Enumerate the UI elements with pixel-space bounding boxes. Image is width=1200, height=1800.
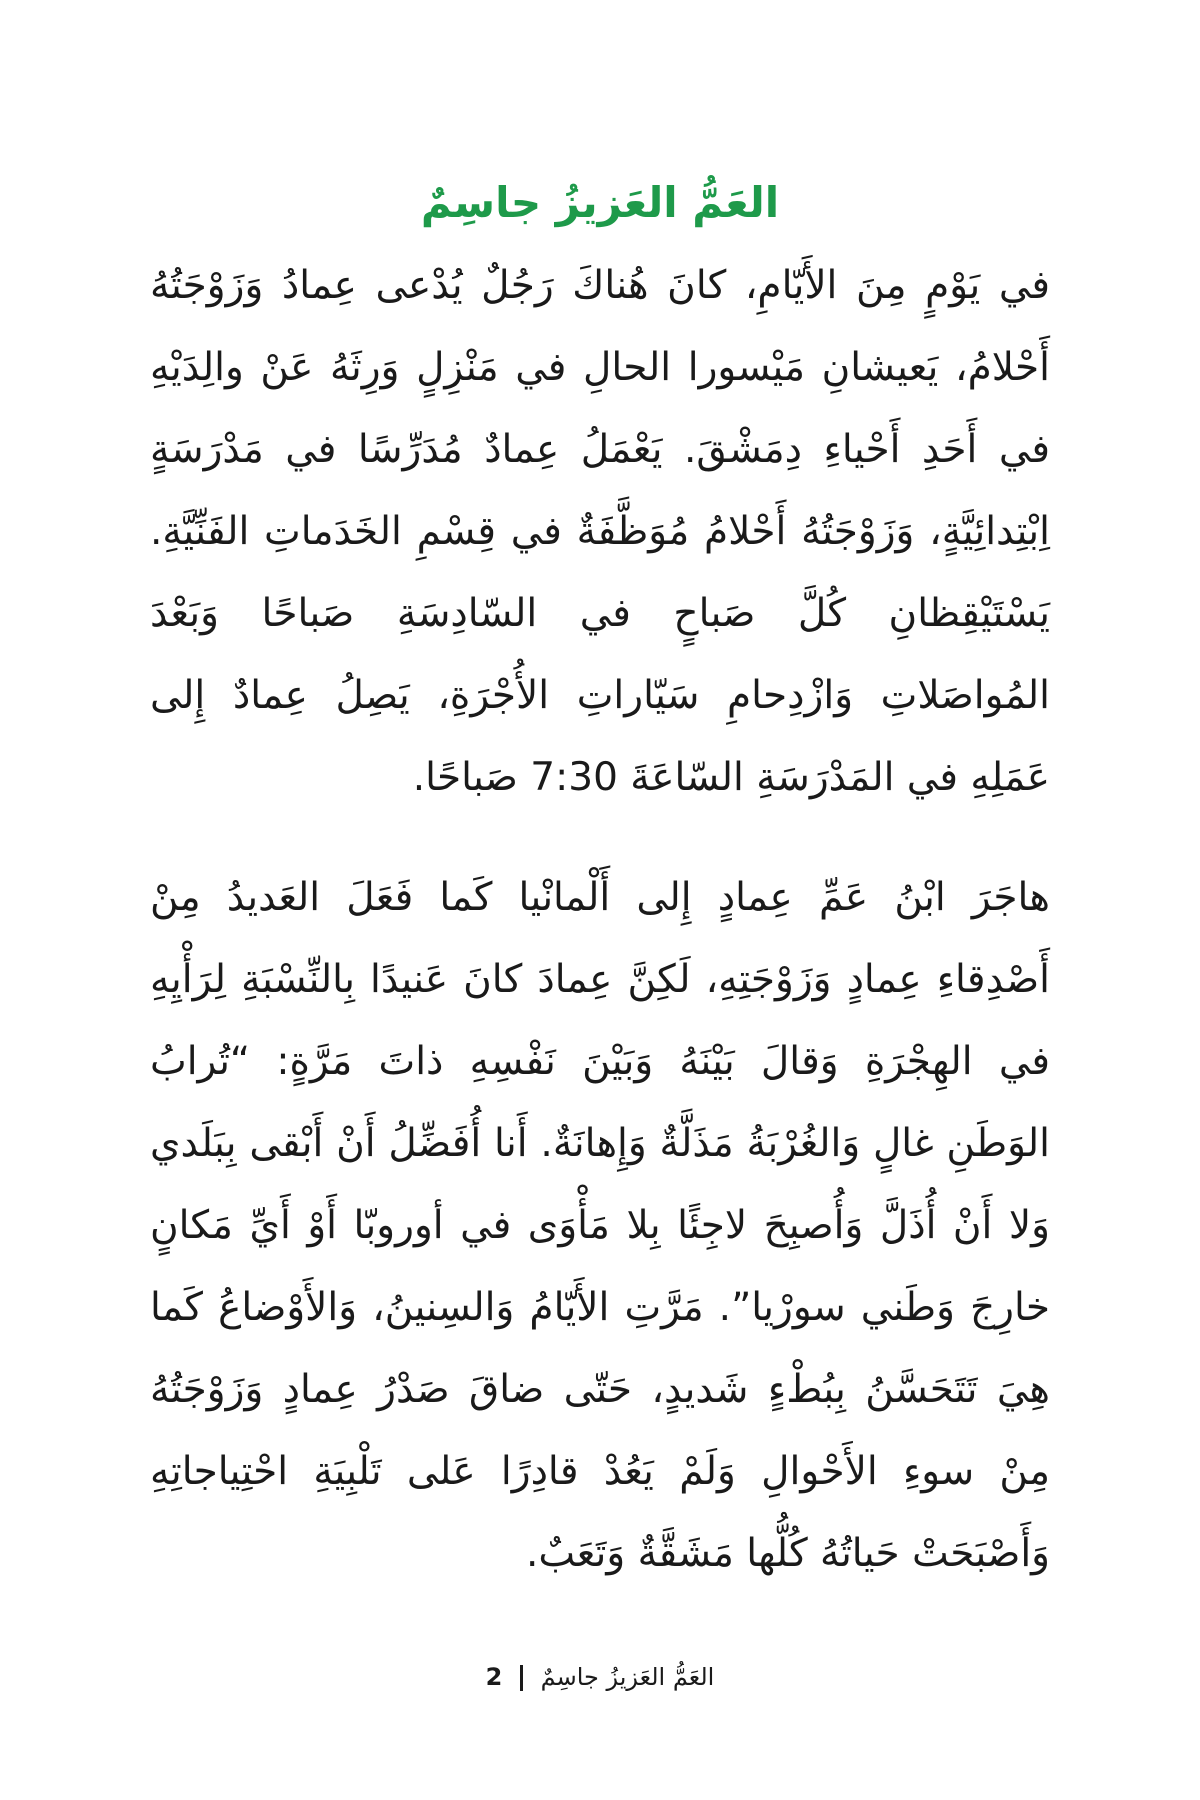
page-footer	[0, 1663, 1200, 1691]
story-title: العَمُّ العَزيزُ جاسِمٌ	[420, 178, 780, 228]
story-paragraph-1: في يَوْمٍ مِنَ الأَيّامِ، كانَ هُناكَ رَجُلٌ يُدْعى عِمادُ وَزَوْجَتُهُ أَحْلامُ، يَعيشانِ مَيْسورا الحالِ في مَنْزِلٍ وَرِثَهُ عَنْ والِدَيْهِ في أَحَدِ أَحْياءِ دِمَشْقَ. يَعْمَلُ عِمادٌ مُدَرِّسًا في مَدْرَسَةٍ اِبْتِدائِيَّةٍ، وَزَوْجَتُهُ أَحْلامُ مُوَظَّفَةٌ في قِسْمِ الخَدَماتِ الفَنِّيَّةِ. يَسْتَيْقِظانِ كُلَّ صَباحٍ في السّادِسَةِ صَباحًا وَبَعْدَ المُواصَلاتِ وَازْدِحامِ سَيّاراتِ الأُجْرَةِ، يَصِلُ عِمادٌ إِلى عَمَلِهِ في المَدْرَسَةِ السّاعَةَ 7:30 صَباحًا.	[150, 263, 1050, 800]
story-body	[150, 245, 1050, 1595]
footer-separator	[520, 1665, 523, 1691]
page-number: 2	[485, 1663, 503, 1691]
footer-title: العَمُّ العَزيزُ جاسِمٌ	[540, 1663, 715, 1691]
story-paragraph-2: هاجَرَ ابْنُ عَمِّ عِمادٍ إِلى أَلْمانْيا كَما فَعَلَ العَديدُ مِنْ أَصْدِقاءِ عِمادٍ وَزَوْجَتِهِ، لَكِنَّ عِمادَ كانَ عَنيدًا بِالنِّسْبَةِ لِرَأْيِهِ في الهِجْرَةِ وَقالَ بَيْنَهُ وَبَيْنَ نَفْسِهِ ذاتَ مَرَّةٍ: “تُرابُ الوَطَنِ غالٍ وَالغُرْبَةُ مَذَلَّةٌ وَإِهانَةٌ. أَنا أُفَضِّلُ أَنْ أَبْقى بِبَلَدي وَلا أَنْ أُذَلَّ وَأُصبِحَ لاجِئًا بِلا مَأْوَى في أوروبّا أَوْ أَيِّ مَكانٍ خارِجَ وَطَني سورْيا”. مَرَّتِ الأَيّامُ وَالسِنينُ، وَالأَوْضاعُ كَما هِيَ تَتَحَسَّنُ بِبُطْءٍ شَديدٍ، حَتّى ضاقَ صَدْرُ عِمادٍ وَزَوْجَتُهُ مِنْ سوءِ الأَحْوالِ وَلَمْ يَعُدْ قادِرًا عَلى تَلْبِيَةِ احْتِياجاتِهِ وَأَصْبَحَتْ حَياتُهُ كُلُّها مَشَقَّةٌ وَتَعَبٌ.	[150, 875, 1050, 1576]
